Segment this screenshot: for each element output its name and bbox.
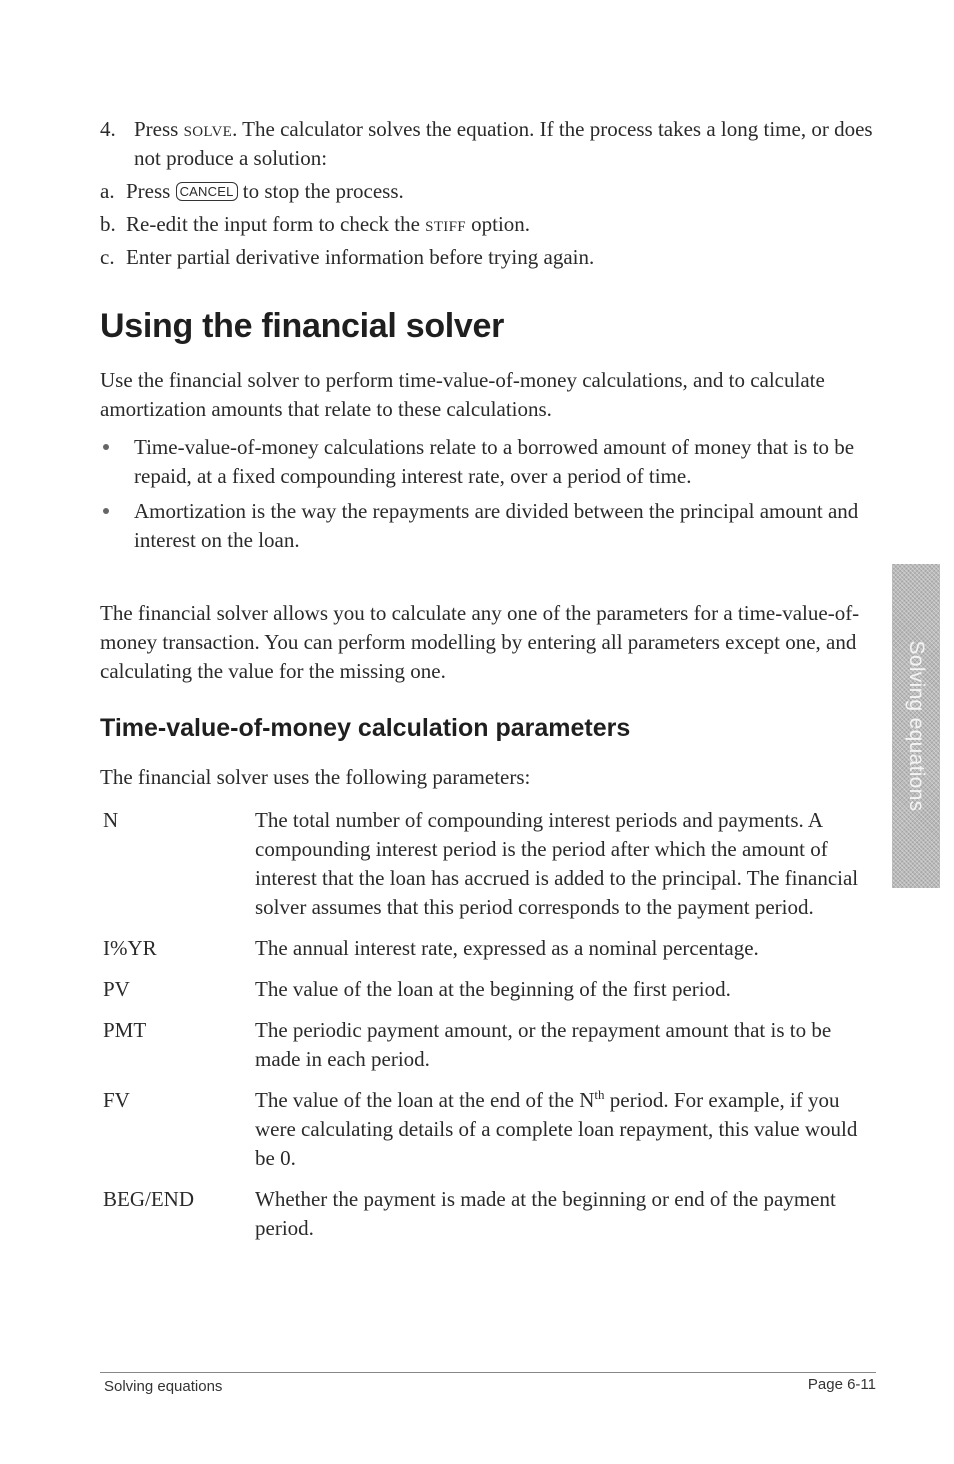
bullet-item [100,433,875,491]
param-row-fv [100,1086,875,1173]
step-list [100,115,880,272]
footer-divider [100,1372,876,1373]
param-row-beg-end [100,1185,875,1243]
parameter-list [100,806,875,1255]
footer-page-number: Page 6-11 [807,1376,876,1393]
param-row-n [100,806,875,922]
param-description: The annual interest rate, expressed as a nominal percentage. [255,936,759,960]
param-term: BEG/END [103,1187,194,1211]
param-term: I%YR [103,936,157,960]
bullet-list [100,433,875,561]
stiff-option-label: stiff [425,212,466,236]
substep-before: Re-edit the input form to check the [126,212,426,236]
bullet-dot-icon [100,433,134,491]
param-term: PMT [103,1018,147,1042]
substep-text [126,210,530,239]
step-4 [100,115,880,173]
substep-a [100,177,880,206]
solve-key-label: solve [183,117,233,141]
param-row-pv [100,975,875,1004]
param-description: The value of the loan at the beginning of the first period. [255,977,731,1001]
section-title: Using the financial solver [100,307,505,345]
param-description: Whether the payment is made at the beginning or end of the payment period. [255,1187,836,1240]
param-row-pmt [100,1016,875,1074]
bullet-text: Amortization is the way the repayments are divided between the principal amount and interest on the loan. [134,499,859,552]
bullet-dot-icon [100,497,134,555]
step-text-before: Press [134,117,184,141]
step-number: 4. [100,117,116,141]
substep-text: Enter partial derivative information before trying again. [126,245,595,269]
step-body [134,115,880,173]
substep-before: Press [126,179,176,203]
substep-letter: c. [100,245,115,269]
param-description: The total number of compounding interest periods and payments. A compounding interest period is the period after which the amount of interest that the loan has accrued is added to the principal. The financial solver assumes that this period corresponds to the payment period. [255,808,859,919]
bullet-text: Time-value-of-money calculations relate to a borrowed amount of money that is to be repaid, at a fixed compounding interest rate, over a period of time. [134,435,855,488]
subsection-title: Time-value-of-money calculation parameters [100,714,631,742]
section-intro: Use the financial solver to perform time-value-of-money calculations, and to calculate amortization amounts that relate to these calculations. [100,368,825,421]
substep-c [100,243,880,272]
substep-text [126,177,404,206]
param-description: The periodic payment amount, or the repayment amount that is to be made in each period. [255,1018,832,1071]
substep-letter: b. [100,212,116,236]
subsection-lead: The financial solver uses the following parameters: [100,765,531,789]
substep-b [100,210,880,239]
chapter-side-tab-label: Solving equations [905,640,928,812]
step-text-after: . The calculator solves the equation. If the process takes a long time, or does not produce a solution: [134,117,873,170]
param-term: PV [103,977,130,1001]
param-desc-after: period. For example, if you were calculating details of a complete loan repayment, this value would be 0. [255,1088,858,1170]
param-desc-superscript: th [594,1087,605,1102]
chapter-side-tab [892,564,940,888]
param-description [255,1086,875,1173]
param-term: N [103,808,119,832]
substep-letter: a. [100,179,115,203]
substep-after: to stop the process. [237,179,404,203]
param-term: FV [103,1088,130,1112]
bullet-item [100,497,875,555]
param-row-iyr [100,934,875,963]
section-paragraph: The financial solver allows you to calculate any one of the parameters for a time-value-of-money transaction. You can perform modelling by entering all parameters except one, and calculating the value for the missing one. [100,601,860,683]
footer-chapter-name: Solving equations [104,1378,223,1395]
substep-after: option. [465,212,531,236]
param-desc-before: The value of the loan at the end of the N [255,1088,595,1112]
cancel-key-icon: CANCEL [176,182,238,201]
